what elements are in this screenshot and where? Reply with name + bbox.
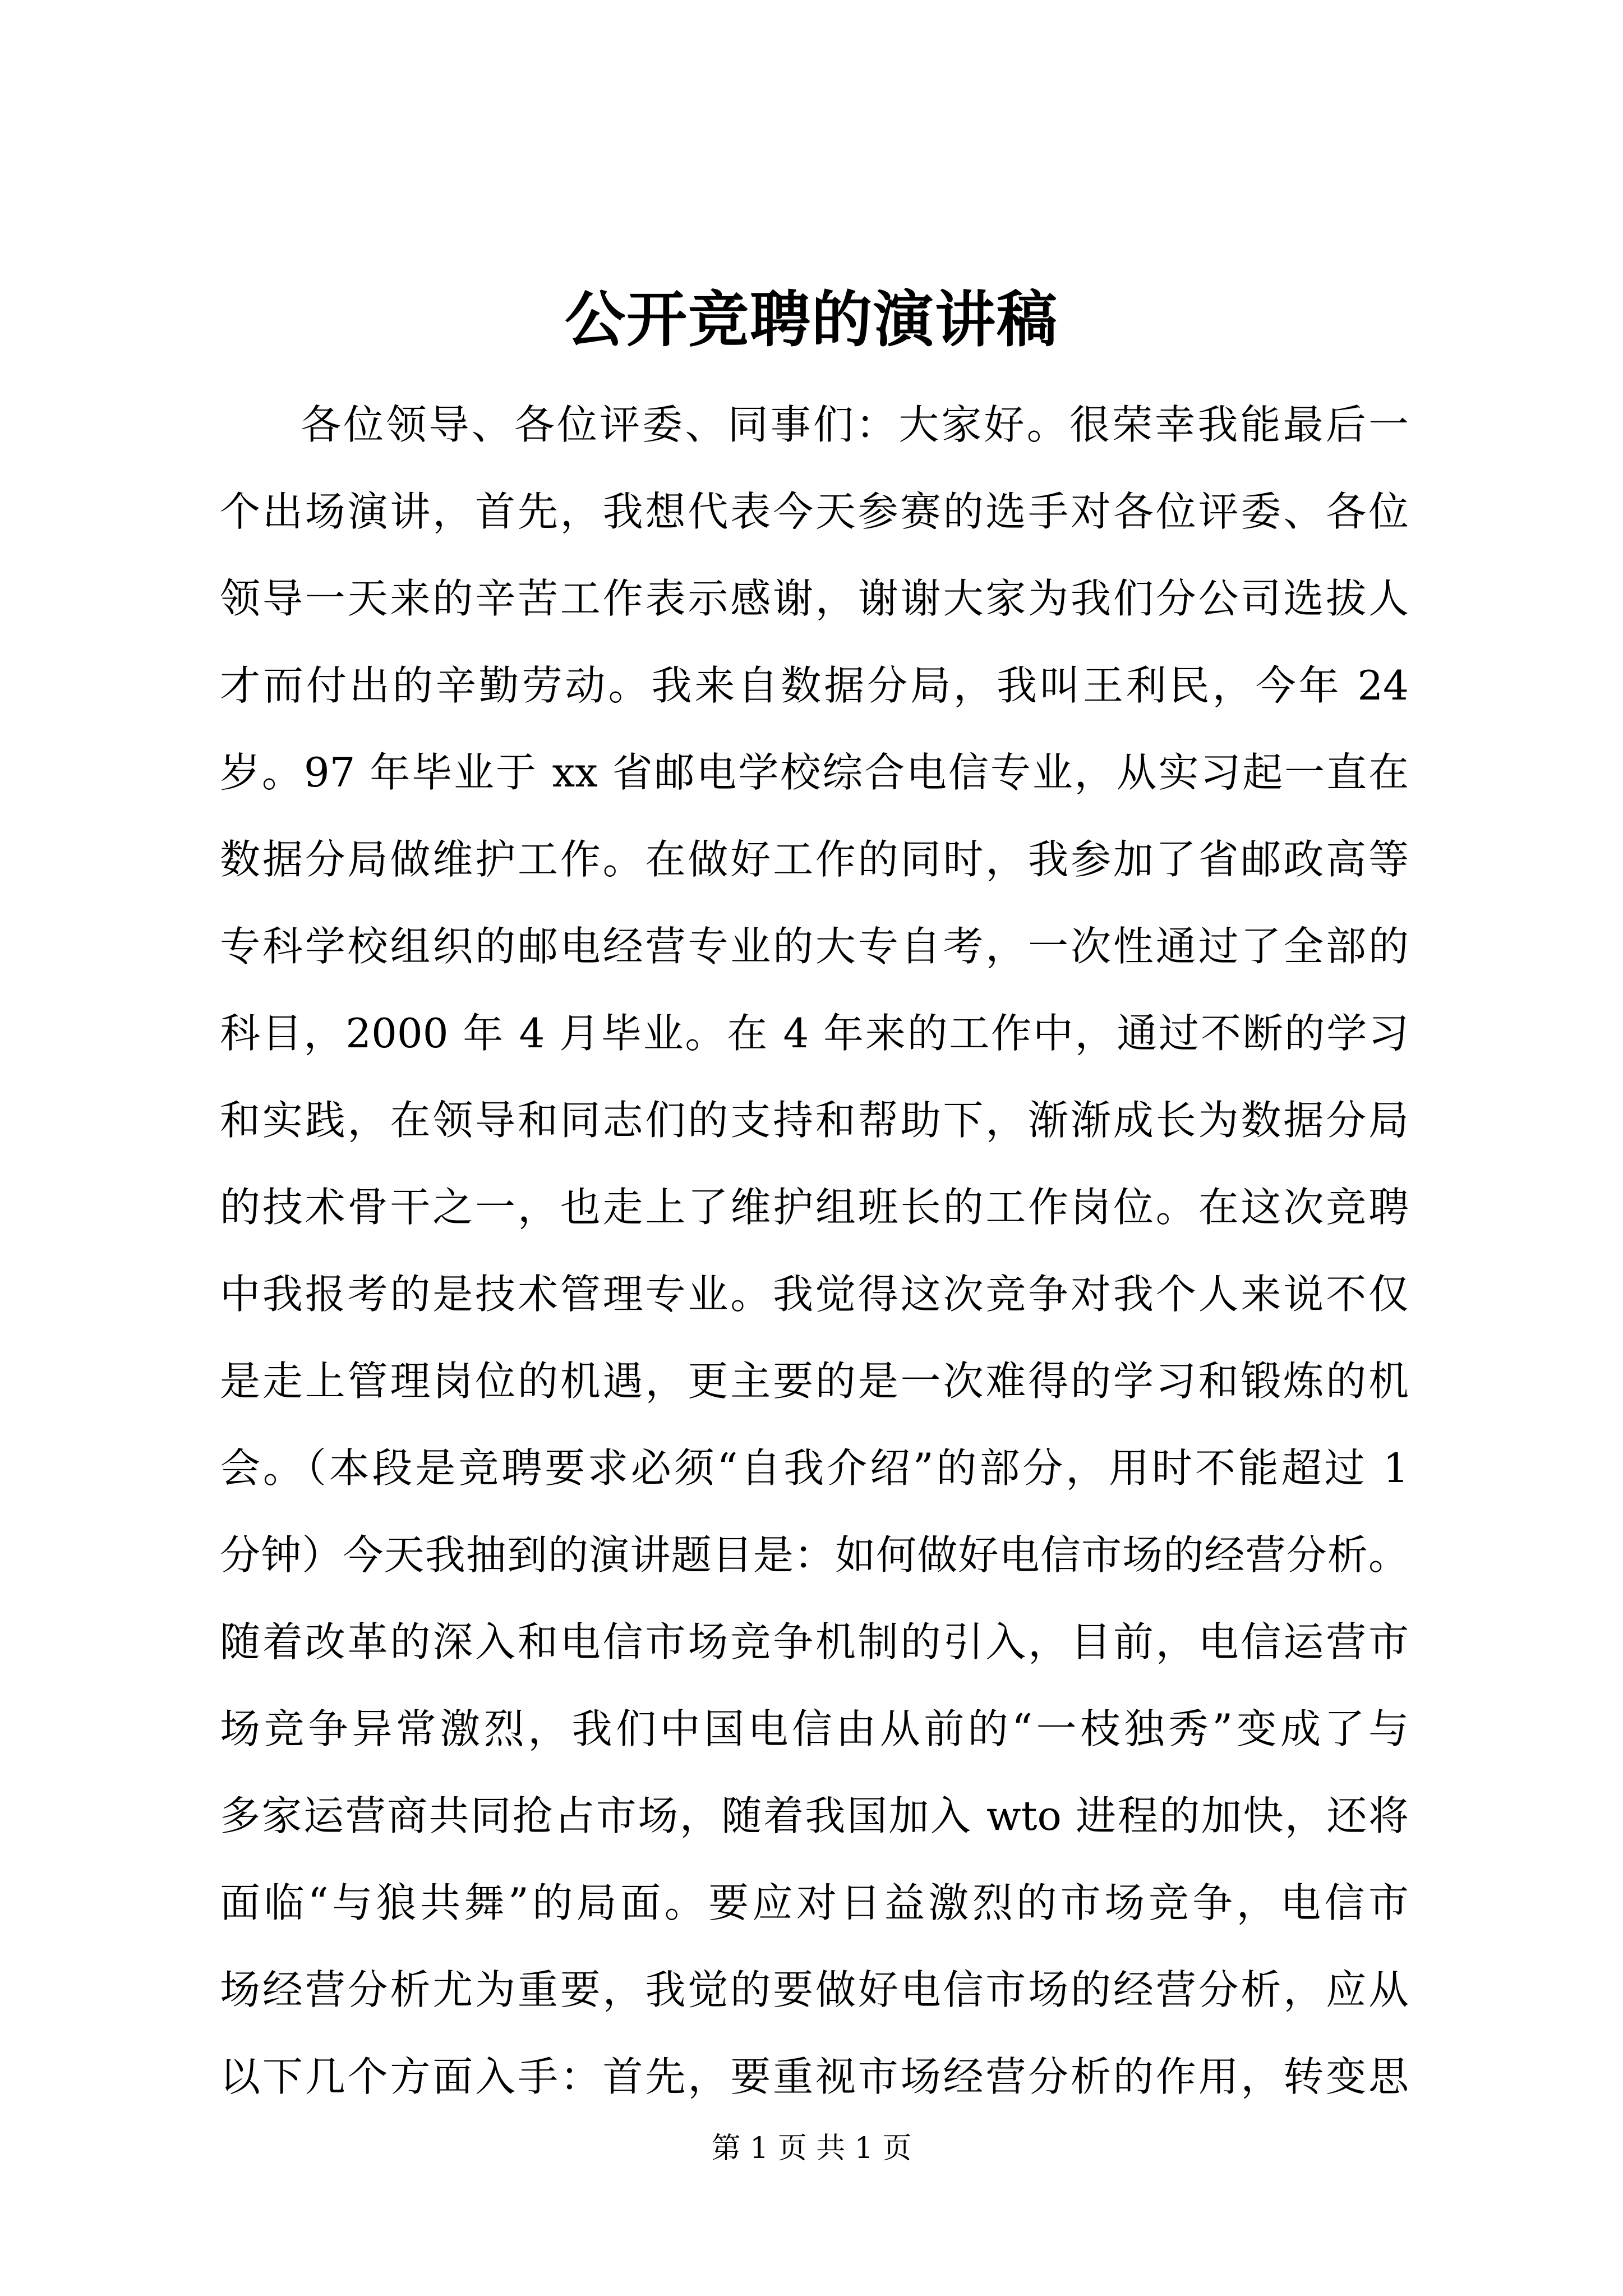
text-line: 场竞争异常激烈，我们中国电信由从前的“一枝独秀”变成了与 [220,1705,1409,1752]
body-text [220,381,1409,2120]
text-line: 科目，2000 年 4 月毕业。在 4 年来的工作中，通过不断的学习 [220,1010,1409,1057]
text-line: 岁。97 年毕业于 xx 省邮电学校综合电信专业，从实习起一直在 [220,749,1409,796]
text-line: 和实践，在领导和同志们的支持和帮助下，渐渐成长为数据分局 [220,1097,1409,1144]
text-line: 面临“与狼共舞”的局面。要应对日益激烈的市场竞争，电信市 [220,1879,1409,1926]
text-line: 是走上管理岗位的机遇，更主要的是一次难得的学习和锻炼的机 [220,1358,1409,1405]
text-line: 场经营分析尤为重要，我觉的要做好电信市场的经营分析，应从 [220,1966,1409,2013]
page-footer: 第 1 页 共 1 页 [711,2132,912,2165]
text-line: 以下几个方面入手：首先，要重视市场经营分析的作用，转变思 [220,2053,1409,2100]
text-line: 的技术骨干之一，也走上了维护组班长的工作岗位。在这次竞聘 [220,1184,1409,1231]
text-line: 才而付出的辛勤劳动。我来自数据分局，我叫王利民，今年 24 [220,662,1409,709]
text-line: 数据分局做维护工作。在做好工作的同时，我参加了省邮政高等 [220,836,1409,883]
text-line: 个出场演讲，首先，我想代表今天参赛的选手对各位评委、各位 [220,488,1409,535]
text-line: 专科学校组织的邮电经营专业的大专自考，一次性通过了全部的 [220,923,1409,970]
text-line: 中我报考的是技术管理专业。我觉得这次竞争对我个人来说不仅 [220,1271,1409,1318]
text-line: 分钟）今天我抽到的演讲题目是：如何做好电信市场的经营分析。 [220,1531,1409,1579]
text-line: 领导一天来的辛苦工作表示感谢，谢谢大家为我们分公司选拔人 [220,575,1409,622]
document-title: 公开竞聘的演讲稿 [564,284,1058,355]
text-line: 多家运营商共同抢占市场，随着我国加入 wto 进程的加快，还将 [220,1792,1409,1839]
text-line: 各位领导、各位评委、同事们：大家好。很荣幸我能最后一 [301,401,1409,448]
text-line: 随着改革的深入和电信市场竞争机制的引入，目前，电信运营市 [220,1618,1409,1665]
text-line: 会。（本段是竞聘要求必须“自我介绍”的部分，用时不能超过 1 [220,1444,1409,1492]
